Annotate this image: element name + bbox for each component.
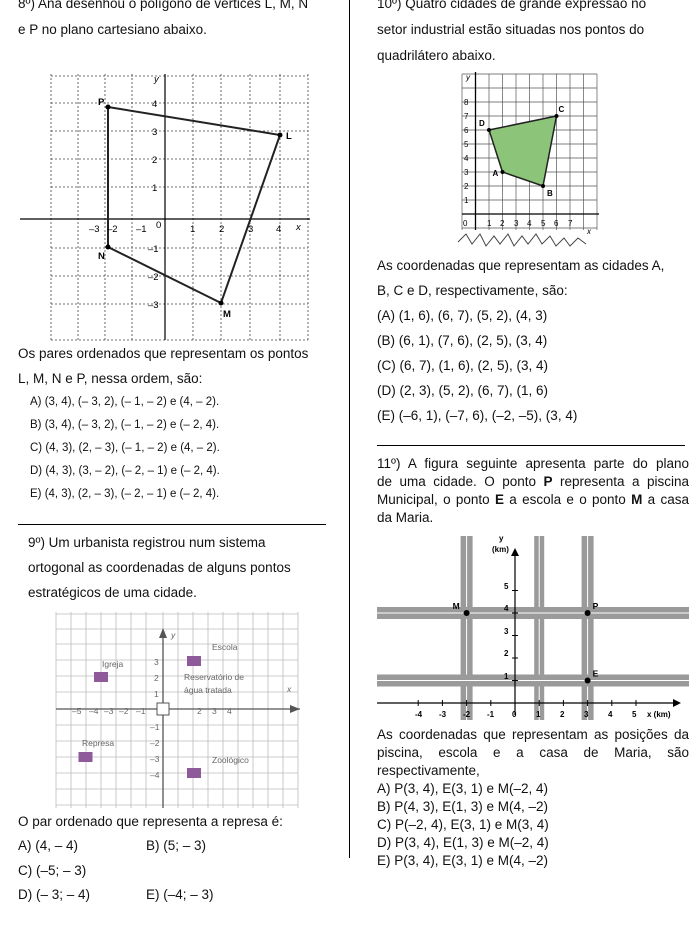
q8-x-tick: –2 [107, 224, 118, 235]
q10-y-tick: 6 [464, 126, 469, 135]
q9-y-tick: 3 [154, 657, 159, 667]
q10-y-label: y [466, 73, 470, 82]
q11-option-d[interactable]: D) P(3, 4), E(1, 3) e M(–2, 4) [377, 835, 549, 850]
q8-vertex-label: L [286, 131, 292, 142]
q11-text: a casa [642, 492, 689, 507]
q11-option-a[interactable]: A) P(3, 4), E(3, 1) e M(–2, 4) [377, 781, 549, 796]
q11-question-l2: piscina, escola e a casa de Maria, são [377, 745, 689, 760]
q10-vertex-c [555, 114, 559, 118]
q11-y-unit: (km) [492, 545, 509, 554]
q11-x-tick: -2 [463, 710, 471, 719]
q10-quadrilateral [489, 116, 557, 186]
q10-x-tick: 5 [541, 219, 546, 228]
q8-vertex-l [278, 133, 283, 138]
q11-x-tick: -4 [415, 710, 423, 719]
q11-point-label: E [592, 668, 599, 679]
q10-option-a[interactable]: (A) (1, 6), (6, 7), (5, 2), (4, 3) [377, 308, 548, 323]
q9-x-tick: 4 [227, 706, 232, 716]
q11-point-m [464, 610, 470, 616]
q9-option-b[interactable]: B) (5; – 3) [146, 838, 207, 853]
q8-vertex-label: M [223, 309, 231, 320]
q9-y-tick: –2 [150, 738, 160, 748]
q10-line3: quadrilátero abaixo. [377, 48, 496, 63]
q9-x-tick: 3 [212, 706, 217, 716]
q8-polygon-lmnp [108, 107, 280, 303]
q11-x-tick: 1 [536, 710, 541, 719]
q10-separator [377, 445, 685, 446]
q10-option-c[interactable]: (C) (6, 7), (1, 6), (2, 5), (3, 4) [377, 358, 549, 373]
q11-x-tick: 0 [512, 710, 517, 719]
q11-x-tick: -1 [487, 710, 495, 719]
q11-y-tick: 1 [504, 672, 509, 681]
q9-line2: ortogonal as coordenadas de alguns pontos [28, 560, 291, 575]
q8-y-label: y [154, 74, 159, 85]
q11-point-label: P [592, 601, 599, 611]
q11-y-label: y [499, 534, 504, 543]
q11-option-e[interactable]: E) P(3, 4), E(3, 1) e M(4, –2) [377, 853, 549, 868]
q11-x-tick: 4 [608, 710, 613, 719]
q10-y-tick: 1 [464, 196, 469, 205]
q9-option-a[interactable]: A) (4, – 4) [18, 838, 79, 853]
q11-y-tick: 5 [504, 582, 509, 591]
q10-y-tick: 3 [464, 168, 469, 177]
q10-y-tick: 5 [464, 140, 469, 149]
q11-text: Municipal, o ponto [377, 492, 495, 507]
q9-place-marker [79, 752, 93, 762]
q11-question-l3: respectivamente, [377, 763, 480, 778]
q8-x-tick: –3 [89, 224, 100, 235]
q8-y-tick: –1 [148, 244, 159, 255]
q11-line2 [377, 474, 689, 490]
q10-y-tick: 2 [464, 182, 469, 191]
q11-option-c[interactable]: C) P(–2, 4), E(3, 1) e M(3, 4) [377, 817, 549, 832]
q9-y-arrow [159, 628, 167, 638]
q10-option-d[interactable]: (D) (2, 3), (5, 2), (6, 7), (1, 6) [377, 383, 549, 398]
q9-option-e[interactable]: E) (–4; – 3) [146, 887, 214, 902]
q9-question: O par ordenado que representa a represa é: [18, 814, 283, 829]
q9-x-tick: –5 [72, 706, 82, 716]
q8-y-tick: 4 [152, 99, 158, 110]
q11-x-label: x (km) [647, 710, 671, 719]
q9-place-marker [94, 672, 108, 682]
q10-x-tick: 1 [487, 219, 492, 228]
q9-place-label: Reservatório de [184, 672, 245, 682]
q10-x-tick: 0 [463, 219, 468, 228]
q10-vertex-d [487, 128, 491, 132]
q9-option-d[interactable]: D) (– 3; – 4) [18, 887, 91, 902]
q11-point-label: M [452, 601, 460, 611]
q8-x-tick: 0 [156, 220, 162, 231]
q11-y-tick: 4 [504, 604, 509, 613]
q9-y-tick: 1 [154, 689, 159, 699]
q8-option-a[interactable]: A) (3, 4), (– 3, 2), (– 1, – 2) e (4, – 2). [30, 396, 220, 408]
q8-x-tick: 3 [248, 224, 254, 235]
q10-vertex-label: B [547, 189, 553, 198]
q8-vertex-p [106, 105, 111, 110]
q9-place-marker [157, 703, 169, 715]
q11-point-e-ref: E [494, 492, 504, 507]
q11-y-tick: 2 [504, 649, 509, 658]
q8-line1: 8º) Ana desenhou o polígono de vértices L, M, N [18, 0, 309, 11]
q9-y-label: y [171, 630, 176, 640]
q10-vertex-b [541, 184, 545, 188]
q10-line1: 10º) Quatro cidades de grande expressão no [377, 0, 647, 11]
q9-place-marker [187, 768, 201, 778]
q8-polygon-layer [98, 97, 292, 320]
q9-city-map [52, 610, 302, 810]
q9-y-tick: 2 [154, 673, 159, 683]
q11-point-e [585, 678, 591, 684]
q8-y-tick: 2 [152, 155, 158, 166]
q8-x-label: x [296, 222, 301, 233]
q11-text: representa a piscina [552, 474, 689, 489]
q8-y-tick: –3 [148, 300, 159, 311]
q11-text: a escola e o ponto [503, 492, 632, 507]
q10-line2: setor industrial estão situadas nos pontos do [377, 22, 645, 37]
q8-y-tick: 3 [152, 127, 158, 138]
q9-place-marker [187, 656, 201, 666]
q8-separator [18, 524, 326, 525]
q10-quadrilateral-graph [450, 70, 602, 250]
q11-line4: da Maria. [377, 510, 434, 525]
q8-x-tick: 1 [190, 224, 196, 235]
q10-x-tick: 3 [514, 219, 519, 228]
q8-option-e[interactable]: E) (4, 3), (2, – 3), (– 2, – 1) e (– 2, 4). [30, 488, 220, 500]
q10-y-tick: 8 [464, 98, 469, 107]
q10-x-tick: 2 [500, 219, 505, 228]
q11-text: de uma cidade. O ponto [377, 474, 544, 489]
q11-point-m-ref: M [631, 492, 643, 507]
q8-option-c[interactable]: C) (4, 3), (2, – 3), (– 1, – 2) e (4, – 2). [30, 442, 220, 454]
q8-cartesian-graph [18, 72, 318, 344]
q9-x-arrow [290, 705, 300, 713]
q10-quad-layer [479, 105, 565, 198]
q11-x-tick: 3 [584, 710, 589, 719]
q10-option-b[interactable]: (B) (6, 1), (7, 6), (2, 5), (3, 4) [377, 333, 548, 348]
q9-place-label: água tratada [184, 685, 232, 695]
q9-x-tick: –1 [136, 706, 146, 716]
q11-x-tick: 2 [560, 710, 565, 719]
q10-vertex-label: C [558, 105, 565, 114]
q11-y-tick: 3 [504, 627, 509, 636]
q8-line2: e P no plano cartesiano abaixo. [18, 22, 207, 37]
q9-place-label: Escola [212, 642, 238, 652]
q9-x-tick: –2 [119, 706, 129, 716]
q8-vertex-label: P [98, 97, 105, 108]
q8-question-l2: L, M, N e P, nessa ordem, são: [18, 371, 203, 386]
q8-question-l1: Os pares ordenados que representam os pontos [18, 346, 309, 361]
q11-question-l1: As coordenadas que representam as posições da [377, 727, 689, 742]
q9-y-tick: –4 [150, 770, 160, 780]
q8-x-tick: 4 [276, 224, 282, 235]
q8-x-tick: 2 [219, 224, 225, 235]
q10-vertex-label: D [479, 119, 485, 128]
q8-option-d[interactable]: D) (4, 3), (3, – 2), (– 2, – 1) e (– 2, 4). [30, 465, 220, 477]
q11-x-arrow [673, 699, 681, 707]
q10-x-label: x [587, 227, 591, 236]
q8-grid [51, 74, 308, 340]
q10-question-l1: As coordenadas que representam as cidades A, [377, 258, 665, 273]
q11-line3 [377, 492, 689, 508]
q11-point-p [585, 610, 591, 616]
q11-point-p-ref: P [543, 474, 553, 489]
q8-vertex-label: N [98, 251, 105, 262]
q9-x-label: x [287, 684, 292, 694]
q9-option-c[interactable]: C) (–5; – 3) [18, 863, 87, 878]
q11-city-plan [377, 530, 689, 720]
q10-x-tick: 6 [554, 219, 559, 228]
q8-vertex-m [219, 301, 224, 306]
q11-x-tick: 5 [632, 710, 637, 719]
q8-y-tick: 1 [152, 183, 158, 194]
column-divider [349, 0, 350, 858]
q10-question-l2: B, C e D, respectivamente, são: [377, 283, 568, 298]
q10-x-tick: 7 [568, 219, 573, 228]
q10-vertex-label: A [492, 169, 499, 178]
q9-y-tick: –1 [150, 722, 160, 732]
q11-line1: 11º) A figura seguinte apresenta parte do plano [377, 456, 689, 471]
q10-y-tick: 4 [464, 154, 469, 163]
q11-x-tick: -3 [439, 710, 447, 719]
q9-x-tick: –3 [104, 706, 114, 716]
q9-places-layer [79, 656, 202, 778]
q9-place-label: Igreja [102, 659, 124, 669]
q10-option-e[interactable]: (E) (–6, 1), (–7, 6), (–2, –5), (3, 4) [377, 408, 578, 423]
q11-roads-layer [377, 536, 689, 720]
q9-place-label: Represa [82, 738, 115, 748]
q11-option-b[interactable]: B) P(4, 3), E(1, 3) e M(4, –2) [377, 799, 549, 814]
q9-place-label: Zoológico [212, 755, 249, 765]
q8-y-tick: –2 [148, 272, 159, 283]
q9-y-tick: –3 [150, 754, 160, 764]
q9-line3: estratégicos de uma cidade. [28, 585, 197, 600]
q8-option-b[interactable]: B) (3, 4), (– 3, 2), (– 1, – 2) e (– 2, 4). [30, 419, 220, 431]
q10-torn-edge [458, 234, 586, 246]
q10-y-tick: 7 [464, 112, 469, 121]
q9-x-tick: 2 [197, 706, 202, 716]
q10-vertex-a [501, 170, 505, 174]
q8-vertex-n [106, 245, 111, 250]
q9-line1: 9º) Um urbanista registrou num sistema [28, 535, 266, 550]
q11-y-arrow [511, 548, 519, 556]
q8-x-tick: –1 [136, 224, 147, 235]
q9-x-tick: –4 [89, 706, 99, 716]
q10-x-tick: 4 [527, 219, 532, 228]
